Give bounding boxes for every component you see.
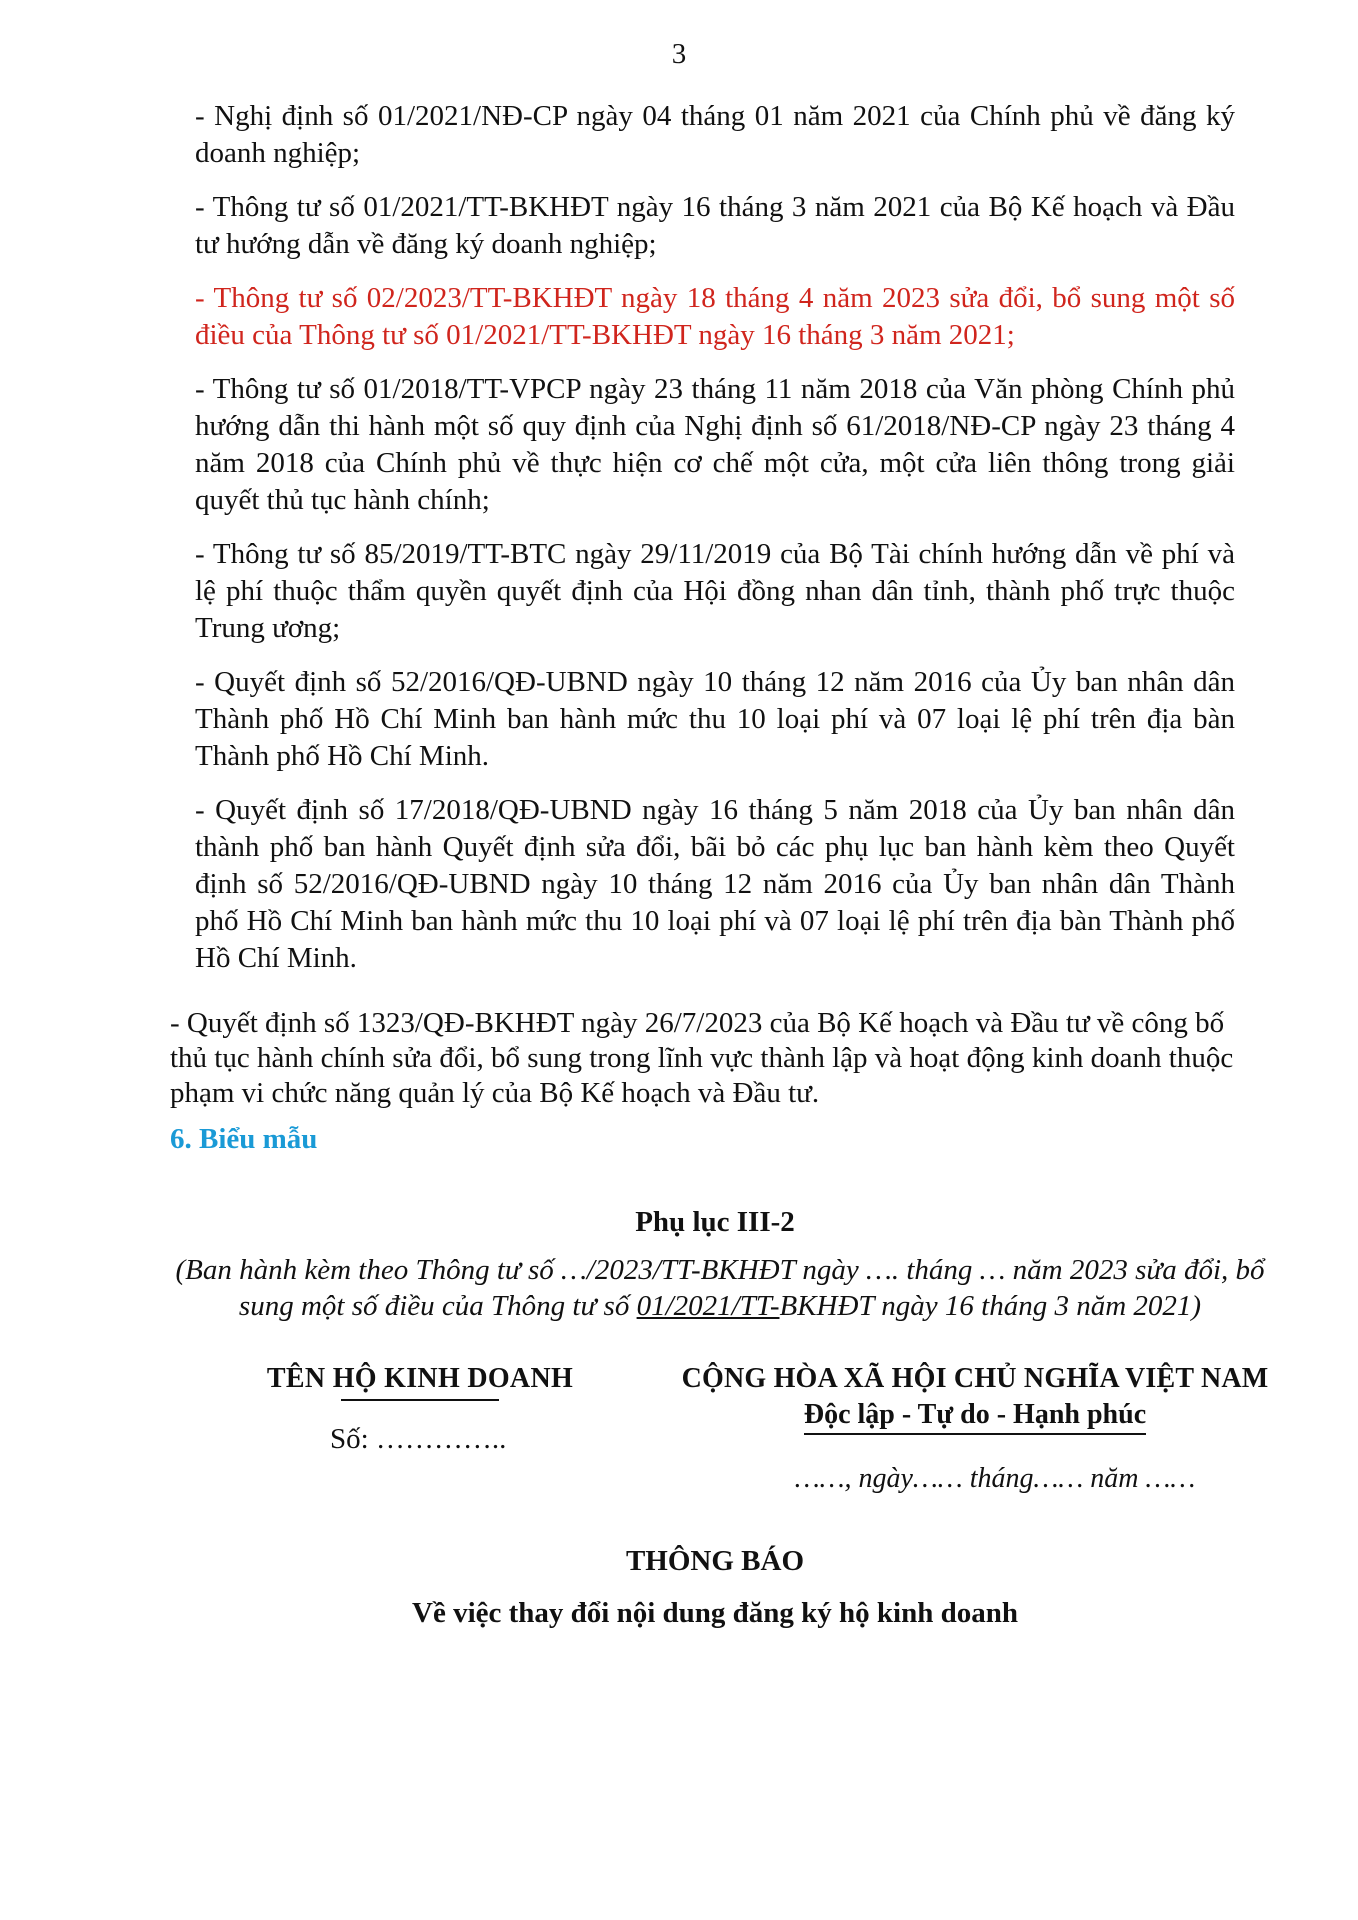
section-heading: 6. Biểu mẫu — [170, 1123, 318, 1155]
org-name: TÊN HỘ KINH DOANH — [266, 1363, 574, 1394]
date-line: ……, ngày…… tháng…… năm …… — [794, 1463, 1196, 1494]
issuer-block — [250, 1363, 590, 1456]
legal-basis-item: - Thông tư số 01/2021/TT-BKHĐT ngày 16 tháng 3 năm 2021 của Bộ Kế hoạch và Đầu tư hướng dẫn về đăng ký doanh nghiệp; — [195, 191, 1235, 260]
document-number: Số: ………….. — [330, 1423, 507, 1455]
appendix-title: Phụ lục III-2 — [635, 1206, 795, 1238]
legal-basis-item-highlighted: - Thông tư số 02/2023/TT-BKHĐT ngày 18 tháng 4 năm 2023 sửa đổi, bổ sung một số điều của Thông tư số 01/2021/TT-BKHĐT ngày 16 tháng 3 năm 2021; — [195, 282, 1235, 351]
legal-basis-item-last: - Quyết định số 1323/QĐ-BKHĐT ngày 26/7/2023 của Bộ Kế hoạch và Đầu tư về công bố thủ tục hành chính sửa đổi, bổ sung trong lĩnh vực thành lập và hoạt động kinh doanh thuộc phạm vi chức năng quản lý của Bộ Kế hoạch và Đầu tư. — [170, 1007, 1234, 1109]
legal-basis-item: - Nghị định số 01/2021/NĐ-CP ngày 04 tháng 01 năm 2021 của Chính phủ về đăng ký doanh nghiệp; — [195, 100, 1235, 169]
legal-basis-item: - Thông tư số 85/2019/TT-BTC ngày 29/11/2019 của Bộ Tài chính hướng dẫn về phí và lệ phí thuộc thẩm quyền quyết định của Hội đồng nhan dân tỉnh, thành phố trực thuộc Trung ương; — [195, 538, 1235, 644]
legal-basis-item: - Quyết định số 52/2016/QĐ-UBND ngày 10 tháng 12 năm 2016 của Ủy ban nhân dân Thành phố Hồ Chí Minh ban hành mức thu 10 loại phí và 07 loại lệ phí trên địa bàn Thành phố Hồ Chí Minh. — [195, 666, 1235, 772]
national-header — [660, 1363, 1290, 1495]
appendix-note-part2: BKHĐT ngày 16 tháng 3 năm 2021) — [779, 1290, 1202, 1322]
appendix-note — [160, 1252, 1280, 1324]
legal-basis-item: - Quyết định số 17/2018/QĐ-UBND ngày 16 tháng 5 năm 2018 của Ủy ban nhân dân thành phố ban hành Quyết định sửa đổi, bãi bỏ các phụ lục ban hành kèm theo Quyết định số 52/2016/QĐ-UBND ngày 10 tháng 12 năm 2016 của Ủy ban nhân dân Thành phố Hồ Chí Minh ban hành mức thu 10 loại phí và 07 loại lệ phí trên địa bàn Thành phố Hồ Chí Minh. — [195, 794, 1235, 974]
appendix-note-underlined: 01/2021/TT- — [636, 1290, 780, 1322]
legal-basis-list — [195, 98, 1235, 994]
page-number: 3 — [671, 38, 687, 70]
national-motto: Độc lập - Tự do - Hạnh phúc — [804, 1399, 1146, 1435]
org-name-rule — [341, 1399, 499, 1401]
notice-title: THÔNG BÁO — [625, 1545, 805, 1577]
country-name: CỘNG HÒA XÃ HỘI CHỦ NGHĨA VIỆT NAM — [681, 1363, 1269, 1394]
notice-subtitle: Về việc thay đổi nội dung đăng ký hộ kinh doanh — [412, 1597, 1018, 1629]
appendix-note-part1: (Ban hành kèm theo Thông tư số …/2023/TT-BKHĐT ngày …. tháng … năm 2023 sửa đổi, bổ sung một số điều của Thông tư số — [175, 1254, 1265, 1322]
legal-basis-item: - Thông tư số 01/2018/TT-VPCP ngày 23 tháng 11 năm 2018 của Văn phòng Chính phủ hướng dẫn thi hành một số quy định của Nghị định số 61/2018/NĐ-CP ngày 23 tháng 4 năm 2018 của Chính phủ về thực hiện cơ chế một cửa, một cửa liên thông trong giải quyết thủ tục hành chính; — [195, 373, 1235, 516]
